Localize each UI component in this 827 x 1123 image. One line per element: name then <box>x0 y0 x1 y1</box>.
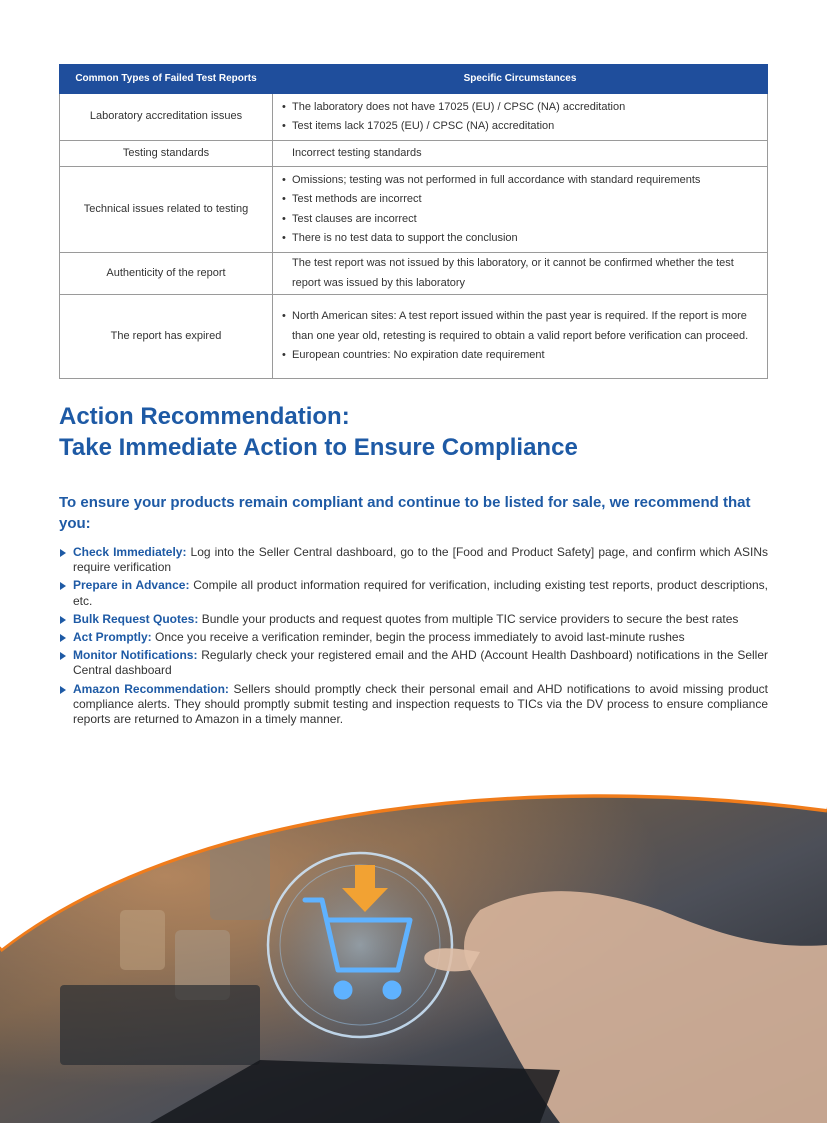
table-header-circumstances: Specific Circumstances <box>273 65 768 94</box>
list-item: • There is no test data to support the conclusion <box>282 229 759 249</box>
rec-text: Compile all product information required for verification, including existing test reports, product descriptions, etc. <box>73 578 768 608</box>
rec-label: Prepare in Advance: <box>73 578 190 593</box>
circumstance-text: The test report was not issued by this laboratory, or it cannot be confirmed whether the test report was issued by this laboratory <box>292 257 734 289</box>
list-item <box>59 545 768 575</box>
table-row <box>60 167 768 253</box>
rec-label: Amazon Recommendation: <box>73 681 229 696</box>
rec-label: Act Promptly: <box>73 630 152 645</box>
row-type: Laboratory accreditation issues <box>60 94 273 141</box>
list-item <box>59 682 768 728</box>
list-item: • North American sites: A test report issued within the past year is required. If the report is more than one year old, retesting is required to obtain a valid report before verification can proceed. <box>282 307 759 346</box>
rec-text: Regularly check your registered email and the AHD (Account Health Dashboard) notifications in the Seller Central dashboard <box>73 648 769 678</box>
triangle-bullet-icon <box>60 582 66 590</box>
circumstance-list <box>282 307 759 366</box>
triangle-bullet-icon <box>60 634 66 642</box>
table-row <box>60 253 768 295</box>
triangle-bullet-icon <box>60 686 66 694</box>
row-type: The report has expired <box>60 295 273 379</box>
failed-reports-table <box>59 64 768 379</box>
rec-label: Monitor Notifications: <box>73 648 198 663</box>
rec-label: Check Immediately: <box>73 545 187 559</box>
rec-text: Bundle your products and request quotes from multiple TIC service providers to secure the best rates <box>198 611 739 626</box>
circumstance-list <box>282 98 759 137</box>
row-type: Testing standards <box>60 141 273 167</box>
heading-line-2: Take Immediate Action to Ensure Compliance <box>59 434 578 461</box>
table-row <box>60 141 768 167</box>
list-item: • Omissions; testing was not performed in full accordance with standard requirements <box>282 171 759 191</box>
triangle-bullet-icon <box>60 616 66 624</box>
intro-text: To ensure your products remain compliant and continue to be listed for sale, we recommend that you: <box>59 494 751 532</box>
list-item: • European countries: No expiration date requirement <box>282 346 759 366</box>
rec-text: Sellers should promptly check their personal email and AHD notifications to avoid missing product compliance alerts. They should promptly submit testing and inspection requests to TICs via the DV process to ensure compliance reports are returned to Amazon in a timely manner. <box>73 681 768 727</box>
section-heading <box>59 401 578 463</box>
list-item <box>59 612 768 627</box>
table-row <box>60 295 768 379</box>
table-header-types: Common Types of Failed Test Reports <box>60 65 273 94</box>
list-item <box>59 648 768 678</box>
list-item <box>59 630 768 645</box>
circumstance-list <box>282 171 759 249</box>
table-row <box>60 94 768 141</box>
rec-label: Bulk Request Quotes: <box>73 611 199 626</box>
recommendation-list <box>59 545 768 730</box>
row-type: Authenticity of the report <box>60 253 273 295</box>
triangle-bullet-icon <box>60 549 66 557</box>
row-type: Technical issues related to testing <box>60 167 273 253</box>
rec-text: Once you receive a verification reminder, begin the process immediately to avoid last-minute rushes <box>151 630 685 645</box>
list-item: • Test clauses are incorrect <box>282 210 759 230</box>
list-item <box>59 578 768 608</box>
list-item: • The laboratory does not have 17025 (EU) / CPSC (NA) accreditation <box>282 98 759 118</box>
hero-image <box>0 770 827 1123</box>
circumstance-text: Incorrect testing standards <box>292 146 422 159</box>
heading-line-1: Action Recommendation: <box>59 403 350 430</box>
list-item: • Test items lack 17025 (EU) / CPSC (NA) accreditation <box>282 117 759 137</box>
triangle-bullet-icon <box>60 652 66 660</box>
rec-text: Log into the Seller Central dashboard, go to the [Food and Product Safety] page, and confirm which ASINs require verification <box>73 545 768 575</box>
list-item: • Test methods are incorrect <box>282 190 759 210</box>
